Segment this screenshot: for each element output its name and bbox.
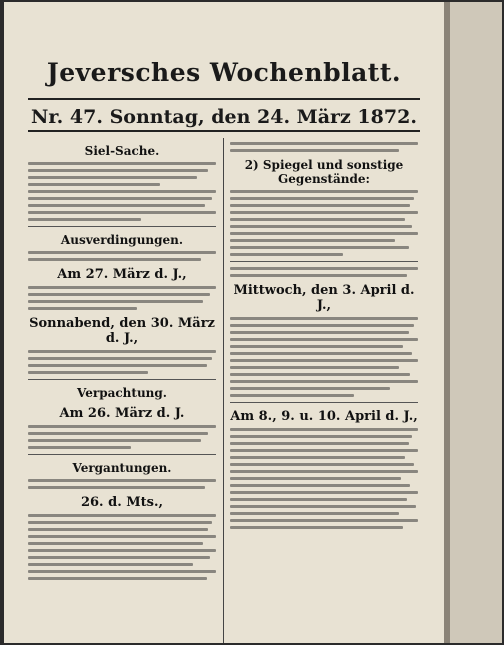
issue-line: Nr. 47. Sonntag, den 24. März 1872. (31, 106, 417, 128)
text-block (28, 286, 216, 310)
top-rule (28, 98, 420, 100)
section-heading: Verpachtung. (77, 386, 167, 400)
text-block (230, 190, 418, 256)
separator (28, 454, 216, 455)
text-block (28, 190, 216, 221)
section-heading: Siel-Sache. (84, 144, 160, 158)
text-block (230, 267, 418, 277)
section-heading: Mittwoch, den 3. April d. J., (233, 283, 415, 313)
masthead-title: Jeversches Wochenblatt. (46, 58, 402, 87)
text-block (28, 251, 216, 261)
separator (28, 379, 216, 380)
section-heading: Am 8., 9. u. 10. April d. J., (230, 409, 418, 424)
section-heading: Sonnabend, den 30. März d. J., (29, 316, 215, 346)
section-heading: 2) Spiegel und sonstige Gegenstände: (244, 158, 404, 186)
newspaper-page (4, 2, 444, 643)
section-heading: Ausverdingungen. (60, 233, 184, 247)
text-block (28, 479, 216, 489)
text-block (230, 428, 418, 529)
section-heading: Am 26. März d. J. (59, 406, 185, 421)
separator (230, 402, 418, 403)
column-rule (223, 138, 224, 643)
adjacent-page-edge (444, 2, 502, 643)
section-heading: Am 27. März d. J., (57, 267, 187, 282)
text-block (28, 425, 216, 449)
text-block (230, 317, 418, 397)
text-block (230, 142, 418, 152)
section-heading: Vergantungen. (72, 461, 172, 475)
separator (28, 226, 216, 227)
text-block (28, 350, 216, 374)
left-column (28, 138, 216, 643)
text-block (28, 514, 216, 580)
text-block (28, 162, 216, 186)
separator (230, 261, 418, 262)
section-heading: 26. d. Mts., (80, 495, 164, 510)
bottom-rule (28, 130, 420, 132)
right-column (230, 138, 418, 643)
